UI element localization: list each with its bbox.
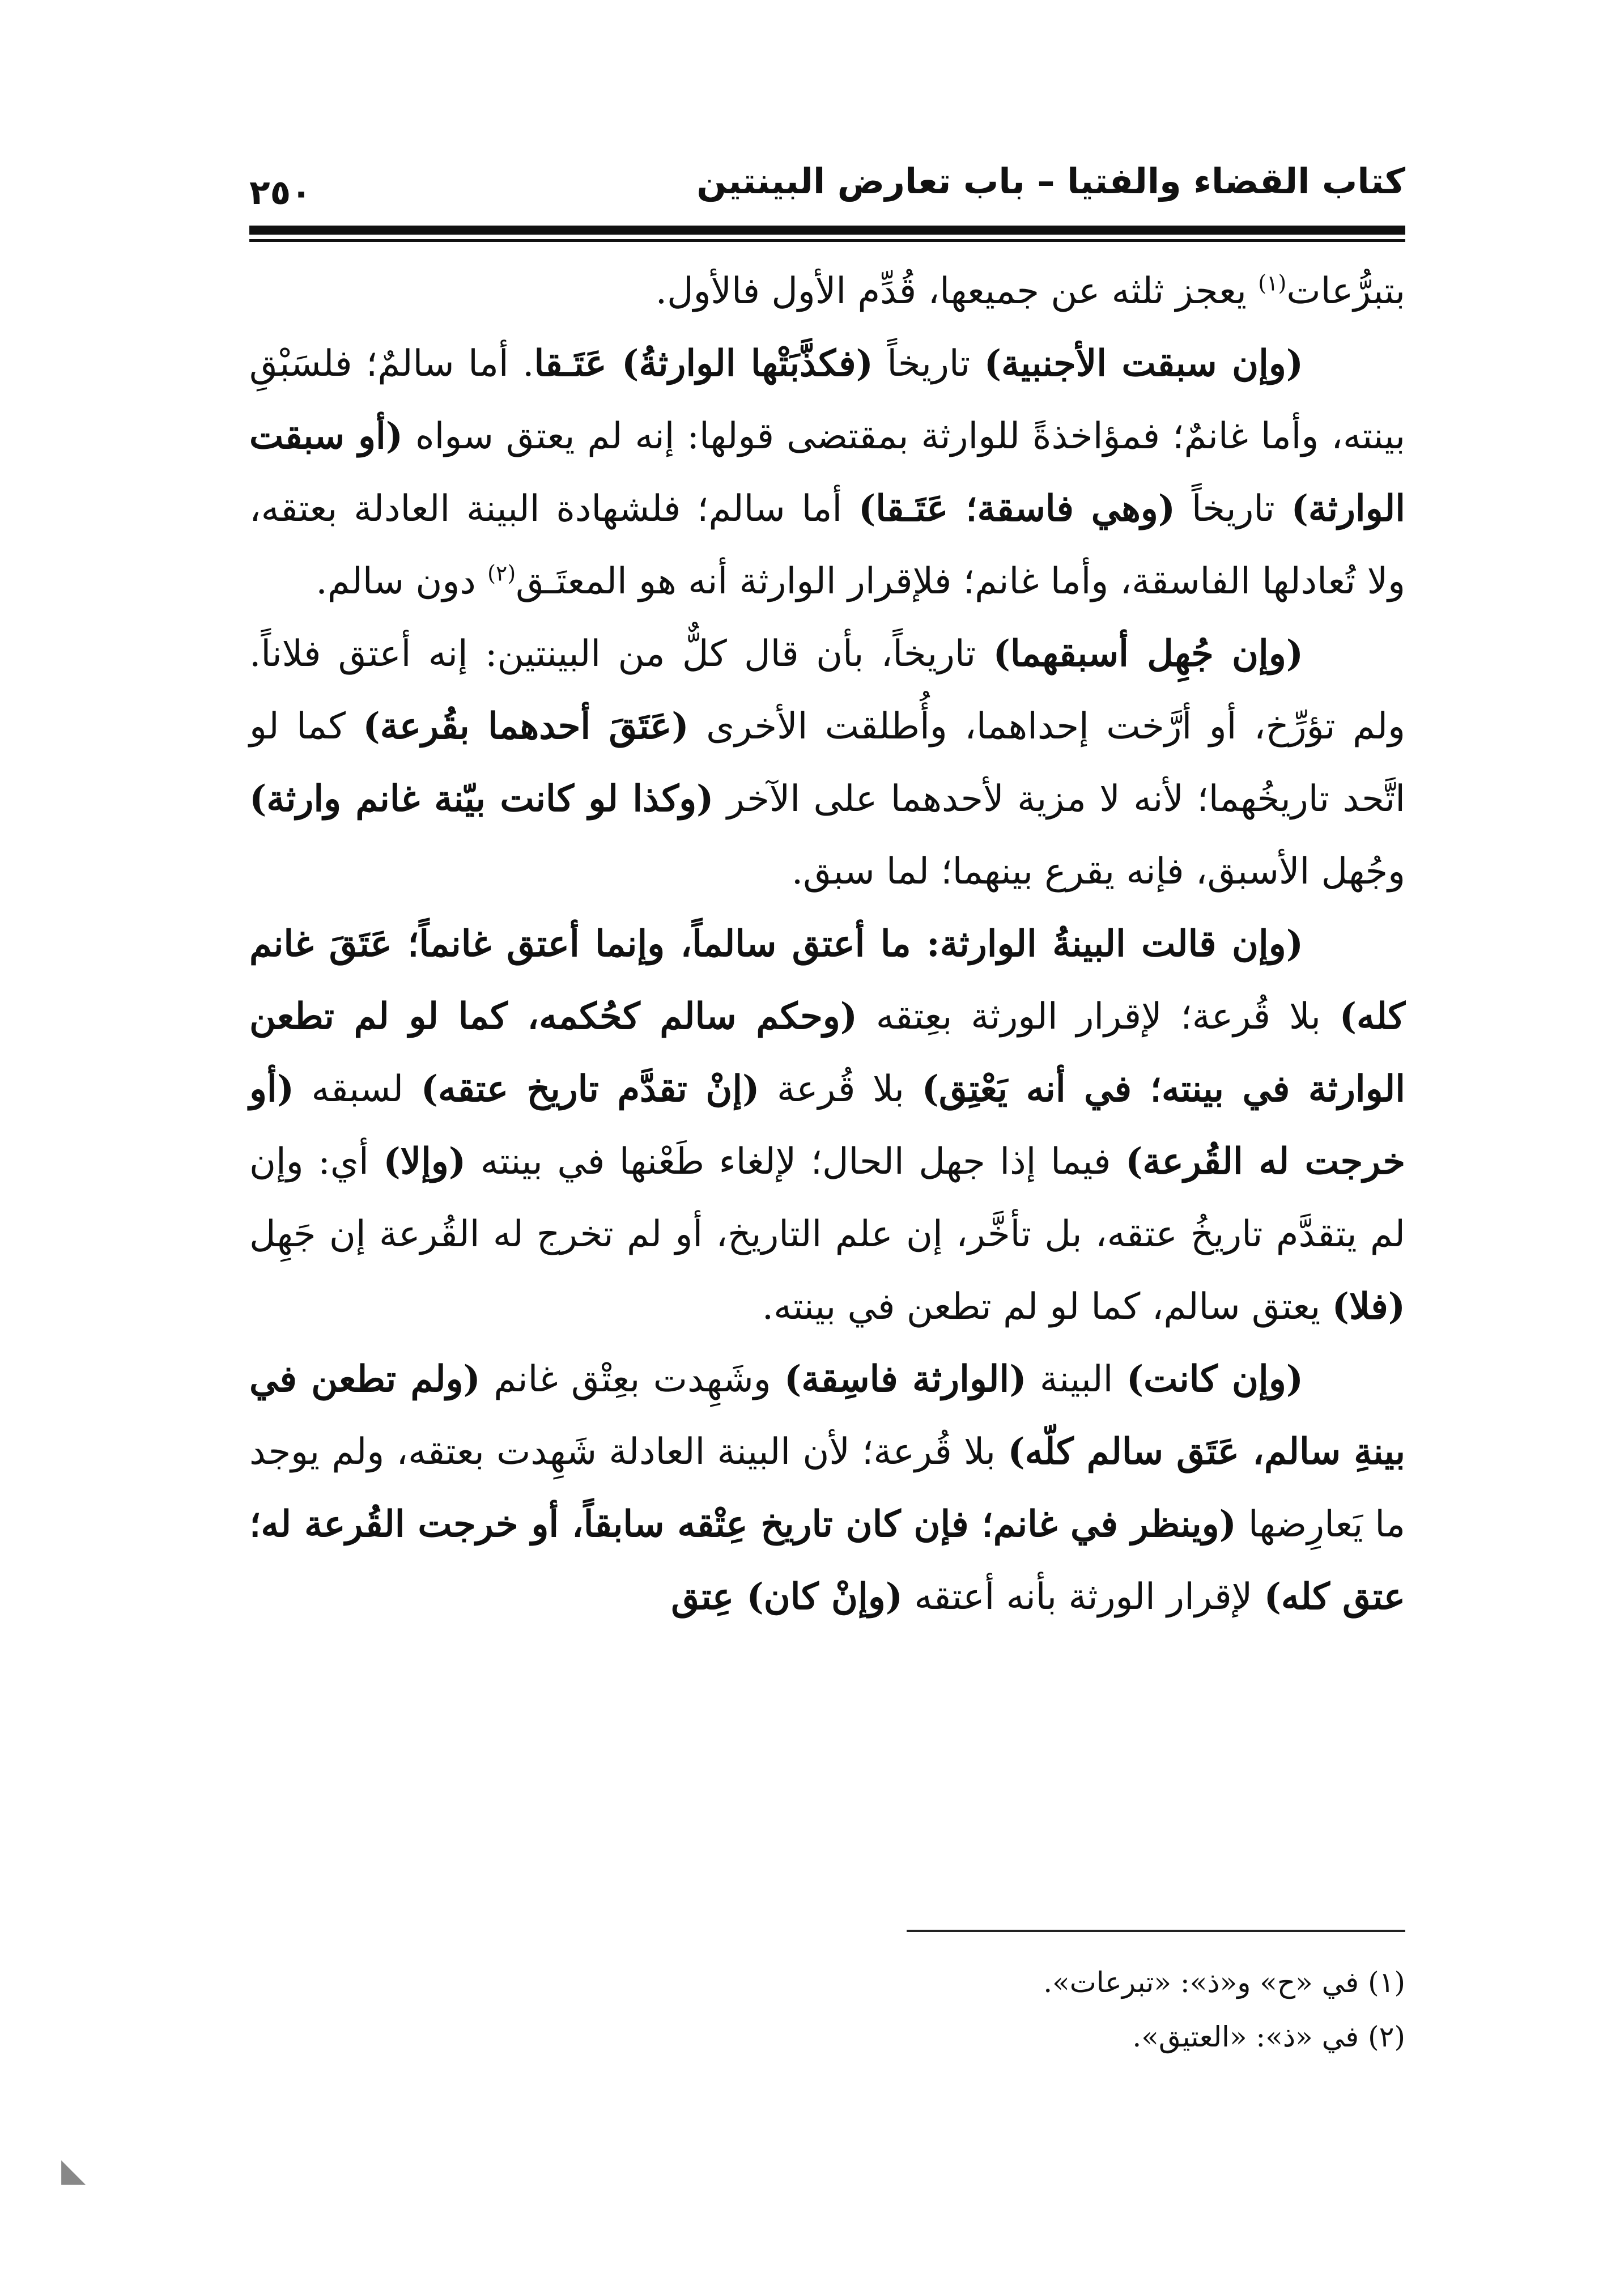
footnote-text: في «ح» و«ذ»: «تبرعات». bbox=[1043, 1966, 1359, 1999]
sharh-text: . أما سالمٌ؛ فلسَبْقِ بينته، وأما غانمٌ؛ فمؤاخذةً للوارثة بمقتضى قولها: إنه لم يعتق سواه bbox=[249, 343, 1406, 457]
matn-text: (وحكم سالم كحُكمه، كما لو لم تطعن الوارثة في بينته؛ في أنه يَعْتِق) bbox=[249, 995, 1406, 1110]
sharh-text: لإقرار الورثة بأنه أعتقه bbox=[903, 1576, 1264, 1618]
matn-text: (إنْ تقدَّم تاريخ عتقه) bbox=[420, 1068, 760, 1110]
header-rule-thin bbox=[249, 239, 1405, 242]
matn-text: (وإن سبقت الأجنبية) bbox=[984, 342, 1304, 385]
footnote-number: (١) bbox=[1368, 1966, 1405, 1999]
matn-text: (وإلا) bbox=[383, 1140, 466, 1183]
sharh-text: بلا قُرعة؛ لأن البينة العادلة شَهِدت بعتقه، ولم يوجد ما يَعارِضها bbox=[249, 1431, 1406, 1545]
matn-text: (وإن جُهِل أسبقهما) bbox=[993, 632, 1303, 675]
footnote-number: (٢) bbox=[1368, 2020, 1405, 2053]
matn-text: (ولم تطعن في بينةِ سالم، عَتَق سالم كلّه) bbox=[249, 1358, 1406, 1473]
sharh-text: كما لو اتَّحد تاريخُهما؛ لأنه لا مزية لأحدهما على الآخر bbox=[249, 706, 1406, 820]
running-header bbox=[249, 153, 1405, 215]
sharh-text: تاريخاً، بأن قال كلٌّ من البينتين: إنه أعتق فلاناً. ولم تؤرِّخ، أو أرَّخت إحداهما، وأُطلقت الأخرى bbox=[249, 633, 1406, 748]
matn-text: (وإن كانت) bbox=[1126, 1358, 1304, 1400]
main-text bbox=[249, 255, 1405, 1633]
sharh-text: البينة bbox=[1026, 1358, 1126, 1400]
paragraph-p2 bbox=[249, 328, 1405, 618]
footnote-separator bbox=[907, 1930, 1405, 1932]
page-corner-mark-icon: ◣ bbox=[61, 2152, 86, 2189]
sharh-text: يعتق سالم، كما لو لم تطعن في بينته. bbox=[762, 1286, 1332, 1328]
matn-text: (وإنْ كان) عِتق bbox=[671, 1576, 903, 1618]
page-number: ٢٥٠ bbox=[249, 173, 312, 213]
footnote-marker: (١) bbox=[1258, 270, 1287, 296]
sharh-text: أي: وإن لم يتقدَّم تاريخُ عتقه، بل تأخَّر، إن علم التاريخ، أو لم تخرج له القُرعة إن جَهِل bbox=[249, 1141, 1405, 1255]
sharh-text: بلا قُرعة؛ لإقرار الورثة بعِتقه bbox=[857, 996, 1340, 1038]
matn-text: (أو خرجت له القُرعة) bbox=[249, 1068, 1406, 1183]
sharh-text: وجُهل الأسبق، فإنه يقرع بينهما؛ لما سبق. bbox=[791, 851, 1405, 893]
footnote-marker: (٢) bbox=[487, 560, 516, 586]
sharh-text: بلا قُرعة bbox=[759, 1068, 922, 1110]
matn-text: (عَتَقَ أحدهما بقُرعة) bbox=[363, 705, 689, 748]
footnotes bbox=[793, 1955, 1405, 2064]
footnote-item bbox=[793, 2010, 1405, 2064]
sharh-text: لسبقه bbox=[294, 1068, 421, 1110]
header-title: كتاب القضاء والفتيا – باب تعارض البينتين bbox=[696, 160, 1405, 202]
sharh-text: أما سالم؛ فلشهادة البينة العادلة بعتقه، ولا تُعادلها الفاسقة، وأما غانم؛ فلإقرار الوارثة أنه هو المعتَـق bbox=[249, 488, 1405, 602]
sharh-text: تاريخاً bbox=[1175, 488, 1291, 530]
paragraph-p1 bbox=[249, 255, 1405, 328]
sharh-text: دون سالم. bbox=[316, 560, 488, 602]
matn-text: (الوارثة فاسِقة) bbox=[784, 1358, 1027, 1400]
paragraph-p3 bbox=[249, 618, 1405, 908]
header-rule-thick bbox=[249, 226, 1405, 235]
footnote-text: في «ذ»: «العتيق». bbox=[1132, 2020, 1359, 2053]
matn-text: (وكذا لو كانت بيّنة غانم وارثة) bbox=[249, 778, 714, 820]
paragraph-p4 bbox=[249, 908, 1405, 1343]
matn-text: (وهي فاسقة؛ عَتَـقا) bbox=[858, 487, 1176, 530]
sharh-text: تاريخاً bbox=[873, 343, 984, 385]
sharh-text: وشَهِدت بعِتْق غانم bbox=[480, 1358, 785, 1400]
matn-text: (وإن قالت البينةُ الوارثة: ما أعتق سالماً، وإنما أعتق غانماً؛ عَتَقَ غانم كله) bbox=[249, 923, 1405, 1038]
matn-text: (أو سبقت الوارثة) bbox=[249, 415, 1406, 530]
matn-text: (وينظر في غانم؛ فإن كان تاريخ عِتْقه سابقاً، أو خرجت القُرعة له؛ عتق كله) bbox=[249, 1503, 1405, 1618]
paragraph-p5 bbox=[249, 1343, 1405, 1633]
matn-text: (فلا) bbox=[1332, 1285, 1405, 1328]
sharh-text: فيما إذا جهل الحال؛ لإلغاء طَعْنها في بينته bbox=[466, 1141, 1126, 1183]
matn-text: (فكذَّبَتْها الوارثةُ) عَتَـقا bbox=[534, 342, 873, 385]
sharh-text: بتبرُّعات bbox=[1286, 270, 1405, 312]
sharh-text: يعجز ثلثه عن جميعها، قُدِّم الأول فالأول. bbox=[655, 270, 1259, 312]
footnote-item bbox=[793, 1955, 1405, 2010]
